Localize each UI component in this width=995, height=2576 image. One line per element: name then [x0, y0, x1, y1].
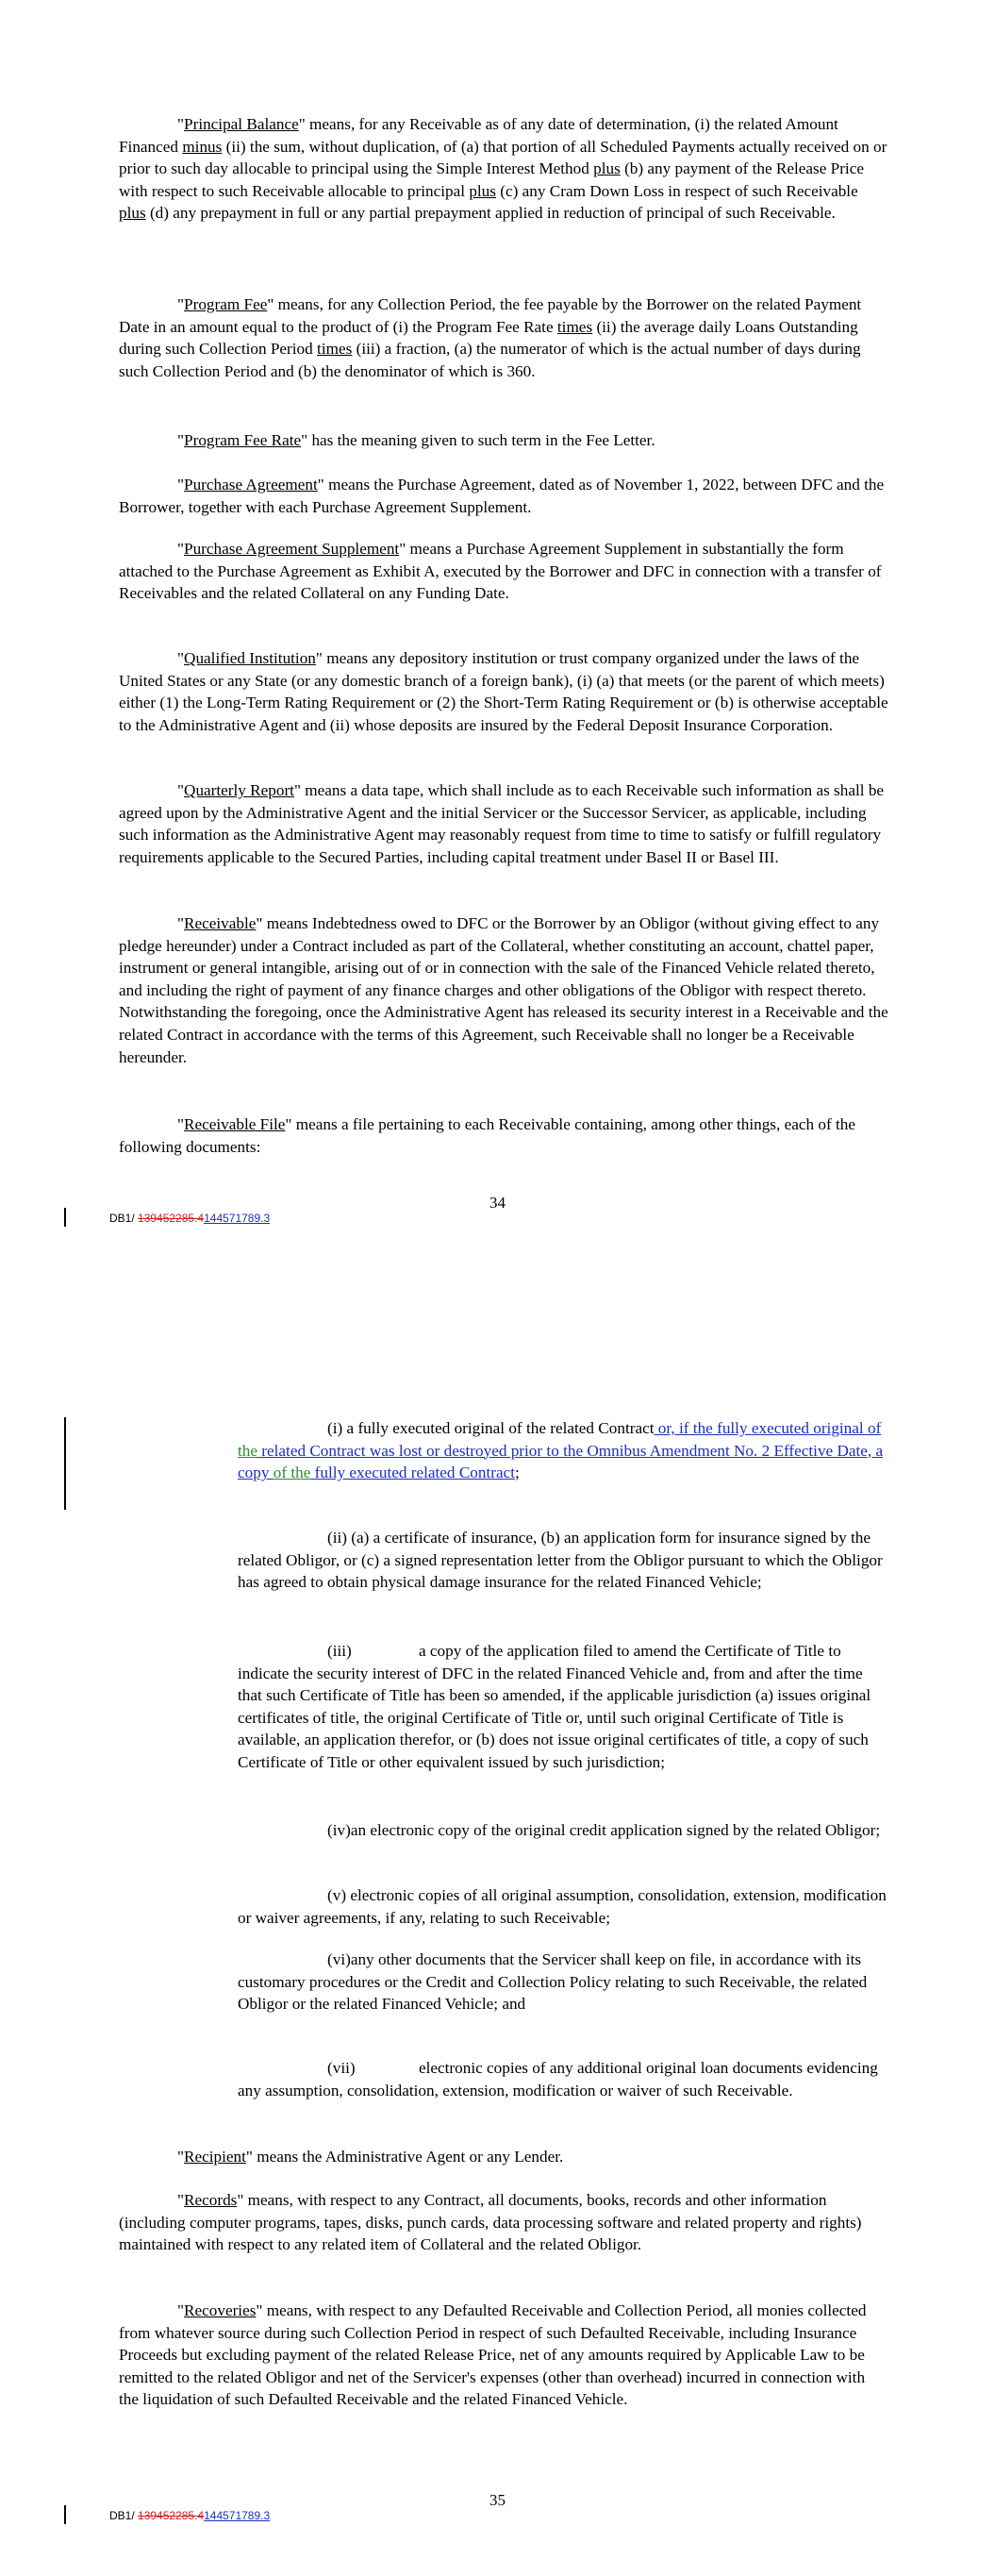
defined-term: Receivable — [184, 914, 257, 932]
list-item-vi: (vi)any other documents that the Servicer shall keep on file, in accordance with its customary procedures or the Credit and Collection Policy relating to such Receivable, the related Obligor or the related Financed Vehicle; and — [238, 1950, 868, 2014]
list-item-i: (i) a fully executed original of the related Contract or, if the fully executed original of the related Contract was lost or destroyed prior to the Omnibus Amendment No. 2 Effective Date, a copy of the fully executed related Contract; — [238, 1419, 884, 1482]
moved-text: the — [238, 1441, 257, 1460]
defined-term: Receivable File — [184, 1115, 286, 1133]
defined-term: Records — [184, 2191, 238, 2209]
document-id-footer: DB1/ 139452285.4144571789.3 — [109, 1212, 271, 1225]
inserted-doc-id: 144571789.3 — [204, 1212, 271, 1225]
page-number: 34 — [489, 1194, 506, 1212]
inserted-text: related Contract was lost or destroyed prior to the Omnibus Amendment No. 2 Effective Date, a copy — [238, 1441, 884, 1482]
list-item-iv: (iv)an electronic copy of the original credit application signed by the related Obligor; — [327, 1821, 881, 1839]
defined-term: Recoveries — [184, 2301, 257, 2319]
definition-receivable: "Receivable" means Indebtedness owed to DFC or the Borrower by an Obligor (without giving effect to any pledge hereunder) under a Contract included as part of the Collateral, whether constituting an account, chattel paper, instrument or general intangible, arising out of or in connection with the sale of the Financed Vehicle related thereto, and including the right of payment of any finance charges and other obligations of the Obligor with respect thereto. Notwithstanding the foregoing, once the Administrative Agent has released its security interest in a Receivable and the related Contract in accordance with the terms of this Agreement, such Receivable shall no longer be a Receivable hereunder. — [119, 914, 888, 1066]
defined-term: Qualified Institution — [184, 649, 316, 667]
deleted-doc-id: 139452285.4 — [138, 1212, 205, 1225]
definition-purchase-agreement-supplement: "Purchase Agreement Supplement" means a Purchase Agreement Supplement in substantially the form attached to the Purchase Agreement as Exhibit A, executed by the Borrower and DFC in connection with a transfer of Receivables and the related Collateral on any Funding Date. — [119, 540, 882, 603]
definition-recipient: "Recipient" means the Administrative Agent or any Lender. — [177, 2148, 564, 2166]
defined-term: Program Fee — [184, 295, 268, 313]
inserted-text: or, if the fully executed original of — [654, 1419, 882, 1437]
inserted-text: fully executed related Contract — [310, 1464, 516, 1482]
inserted-doc-id: 144571789.3 — [204, 2509, 271, 2522]
defined-term: Purchase Agreement — [184, 476, 318, 493]
definition-qualified-institution: "Qualified Institution" means any depository institution or trust company organized under the laws of the United States or any State (or any domestic branch of a foreign bank), (i) (a) that meets (or the parent of which meets) either (1) the Long-Term Rating Requirement or (2) the Short-Term Rating Requirement or (b) is otherwise acceptable to the Administrative Agent and (ii) whose deposits are insured by the Federal Deposit Insurance Corporation. — [119, 649, 888, 734]
moved-text: of the — [273, 1464, 311, 1482]
list-item-ii: (ii) (a) a certificate of insurance, (b) an application form for insurance signed by the related Obligor, or (c) a signed representation letter from the Obligor pursuant to which the Obligor has agreed to obtain physical damage insurance for the related Financed Vehicle; — [238, 1529, 883, 1592]
defined-term: Program Fee Rate — [184, 431, 302, 449]
definition-purchase-agreement: "Purchase Agreement" means the Purchase Agreement, dated as of November 1, 2022, between DFC and the Borrower, together with each Purchase Agreement Supplement. — [119, 476, 885, 516]
defined-term: Principal Balance — [184, 115, 299, 133]
definition-principal-balance: "Principal Balance" means, for any Receivable as of any date of determination, (i) the related Amount Financed minus (ii) the sum, without duplication, of (a) that portion of all Scheduled Payments actually received on or prior to such day allocable to principal using the Simple Interest Method plus (b) any payment of the Release Price with respect to such Receivable allocable to principal plus (c) any Cram Down Loss in respect of such Receivable plus (d) any prepayment in full or any partial prepayment applied in reduction of principal of such Receivable. — [119, 115, 887, 223]
change-bar — [64, 2505, 66, 2524]
defined-term: Recipient — [184, 2148, 246, 2166]
page-35 — [0, 1288, 995, 2576]
deleted-doc-id: 139452285.4 — [138, 2509, 205, 2522]
list-item-vii: (vii) electronic copies of any additional original loan documents evidencing any assumption, consolidation, extension, modification or waiver of such Receivable. — [238, 2059, 878, 2099]
definition-quarterly-report: "Quarterly Report" means a data tape, which shall include as to each Receivable such information as shall be agreed upon by the Administrative Agent and the initial Servicer or the Successor Servicer, as applicable, including such information as the Administrative Agent may reasonably request from time to time to satisfy or fulfill regulatory requirements applicable to the Secured Parties, including capital treatment under Basel II or Basel III. — [119, 781, 885, 866]
defined-term: Purchase Agreement Supplement — [184, 540, 400, 558]
definition-program-fee-rate: "Program Fee Rate" has the meaning given to such term in the Fee Letter. — [177, 431, 655, 449]
defined-term: Quarterly Report — [184, 781, 294, 799]
change-bar — [64, 1208, 66, 1227]
document-id-footer: DB1/ 139452285.4144571789.3 — [109, 2509, 271, 2522]
definition-recoveries: "Recoveries" means, with respect to any Defaulted Receivable and Collection Period, all monies collected from whatever source during such Collection Period in respect of such Defaulted Receivable, including Insurance Proceeds but excluding payment of the related Release Price, net of any amounts required by Applicable Law to be remitted to the related Obligor and net of the Servicer's expenses (other than overhead) incurred in connection with the liquidation of such Defaulted Receivable and the related Financed Vehicle. — [119, 2301, 867, 2409]
list-item-iii: (iii) a copy of the application filed to amend the Certificate of Title to indicate the security interest of DFC in the related Financed Vehicle and, from and after the time that such Certificate of Title has been so amended, if the applicable jurisdiction (a) issues original certificates of title, the original Certificate of Title or, until such original Certificate of Title is available, an application therefor, or (b) does not issue original certificates of title, a copy of such Certificate of Title or other equivalent issued by such jurisdiction; — [238, 1642, 871, 1771]
change-bar — [64, 1417, 66, 1510]
definition-program-fee: "Program Fee" means, for any Collection Period, the fee payable by the Borrower on the related Payment Date in an amount equal to the product of (i) the Program Fee Rate times (ii) the average daily Loans Outstanding during such Collection Period times (iii) a fraction, (a) the numerator of which is the actual number of days during such Collection Period and (b) the denominator of which is 360. — [119, 295, 862, 380]
definition-receivable-file: "Receivable File" means a file pertaining to each Receivable containing, among other things, each of the following documents: — [119, 1115, 855, 1156]
definition-records: "Records" means, with respect to any Contract, all documents, books, records and other information (including computer programs, tapes, disks, punch cards, data processing software and related property and rights) maintained with respect to any related item of Collateral and the related Obligor. — [119, 2191, 862, 2254]
page-number: 35 — [489, 2491, 506, 2509]
list-item-v: (v) electronic copies of all original assumption, consolidation, extension, modification or waiver agreements, if any, relating to such Receivable; — [238, 1886, 887, 1927]
